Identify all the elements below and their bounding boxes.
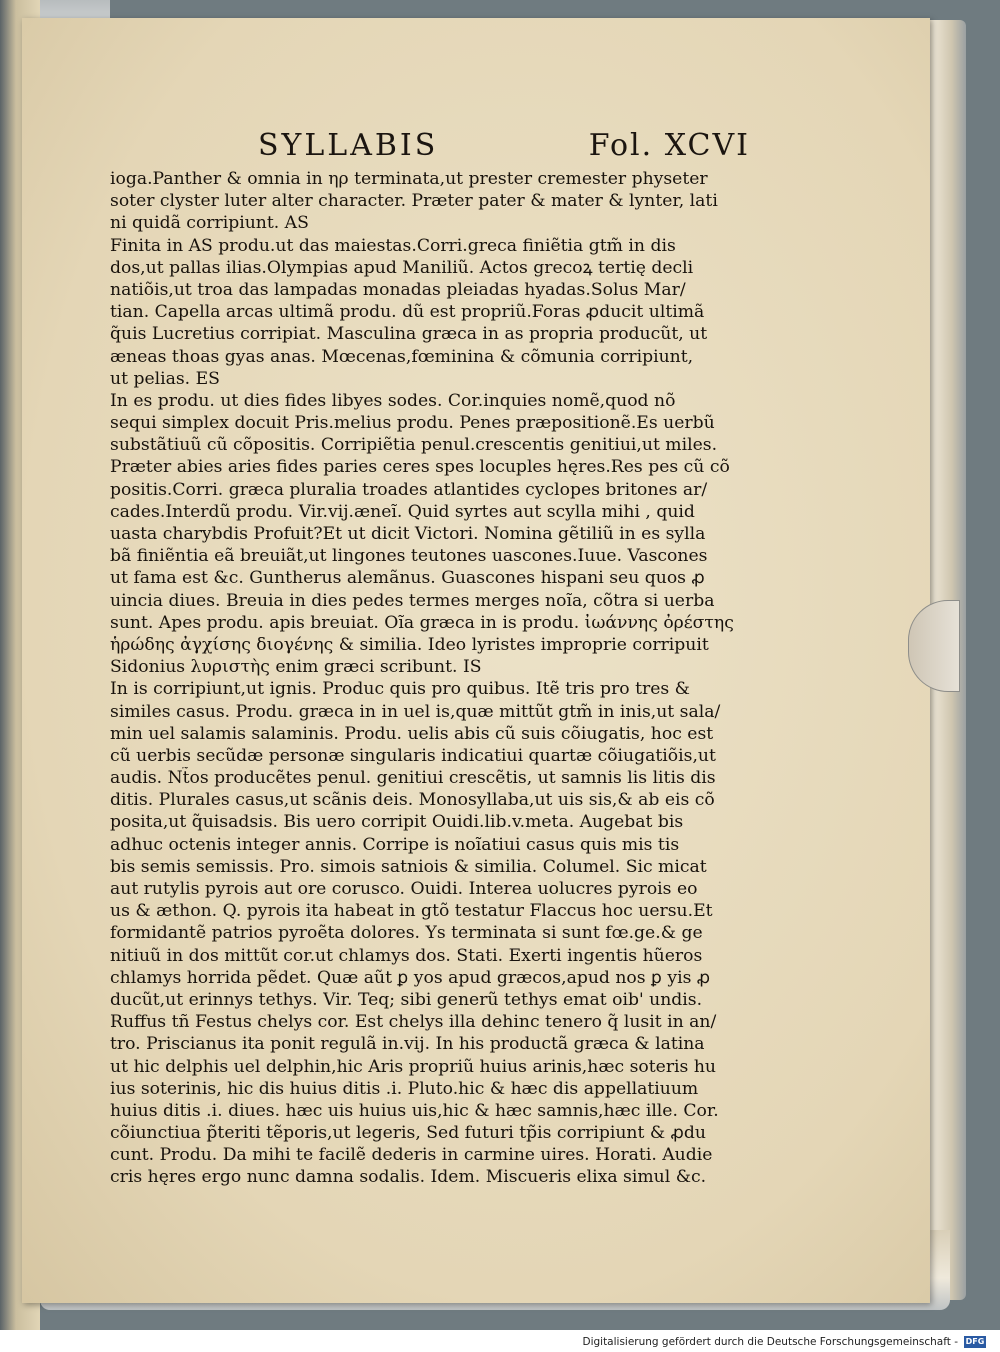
text-line: nitiuũ in dos mittũt cor.ut chlamys dos. Stati. Exerti ingentis hũeros	[110, 945, 703, 966]
page-header	[258, 128, 750, 168]
text-line: In is corripiunt,ut ignis. Produc quis pro quibus. Itẽ tris pro tres &	[110, 679, 690, 700]
text-line: chlamys horrida pẽdet. Quæ aũt ꝑ yos apud græcos,apud nos ꝑ yis ꝓ	[110, 967, 711, 988]
credit-text: Digitalisierung gefördert durch die Deutsche Forschungsgemeinschaft -	[582, 1336, 958, 1348]
text-line: Ruffus tñ Festus chelys cor. Est chelys illa dehinc tenero q̃ lusit in an/	[110, 1012, 717, 1033]
text-line: ditis. Plurales casus,ut scãnis deis. Monosyllaba,ut uis sis,& ab eis cõ	[110, 790, 715, 811]
text-line: cris hęres ergo nunc damna sodalis. Idem. Miscueris elixa simul &c.	[110, 1167, 707, 1188]
text-line: Præter abies aries fides paries ceres spes locuples hęres.Res pes cũ cõ	[110, 457, 730, 478]
text-line: cunt. Produ. Da mihi te facilẽ dederis in carmine uires. Horati. Audie	[110, 1145, 713, 1166]
text-line: posita,ut q̃uisadsis. Bis uero corripit Ouidi.lib.v.meta. Augebat bis	[110, 812, 684, 833]
dfg-logo: DFG	[965, 1337, 985, 1346]
text-line: Sidonius λυριστὴς enim græci scribunt. IS	[110, 657, 482, 678]
text-line: uasta charybdis Profuit?Et ut dicit Victori. Nomina gẽtiliũ in es sylla	[110, 524, 706, 544]
text-line: ducũt,ut erinnys tethys. Vir. Teq; sibi generũ tethys emat oib' undis.	[110, 989, 703, 1010]
running-title: SYLLABIS	[258, 128, 439, 163]
text-line: ut hic delphis uel delphin,hic Aris propriũ huius arinis,hæc soteris hu	[110, 1056, 716, 1077]
text-line: sunt. Apes produ. apis breuiat. Oĩa græca in is produ. ἰωάννης ὀρέστης	[110, 612, 734, 633]
text-line: tian. Capella arcas ultimã produ. dũ est propriũ.Foras ꝓducit ultimã	[110, 302, 705, 323]
text-line: bã finiẽntia eã breuiãt,ut lingones teutones uascones.Iuue. Vascones	[110, 546, 708, 567]
text-line: ut fama est &c. Guntherus alemãnus. Guascones hispani seu quos ꝓ	[110, 568, 705, 589]
text-line: us & æthon. Q. pyrois ita habeat in gtõ testatur Flaccus hoc uersu.Et	[110, 901, 713, 922]
text-line: aut rutylis pyrois aut ore corusco. Ouidi. Interea uolucres pyrois eo	[110, 879, 698, 899]
text-line: substãtiuũ cũ cõpositis. Corripiẽtia penul.crescentis genitiui,ut miles.	[110, 435, 718, 456]
text-line: formidantẽ patrios pyroẽta dolores. Ys terminata si sunt fœ.ge.& ge	[110, 923, 703, 944]
text-line: sequi simplex docuit Pris.melius produ. Penes præpositionẽ.Es uerbũ	[110, 413, 715, 434]
text-line: natiõis,ut troa das lampadas monadas pleiadas hyadas.Solus Mar/	[110, 279, 686, 300]
digitization-credit	[582, 1334, 986, 1350]
text-line: q̃uis Lucretius corripiat. Masculina græca in as propria producũt, ut	[110, 324, 708, 345]
text-line: ut pelias. ES	[110, 368, 220, 389]
text-line: positis.Corri. græca pluralia troades atlantides cyclopes britones ar/	[110, 479, 708, 500]
text-line: ἡρώδης ἀγχίσης διογένης & similia. Ideo lyristes improprie corripuit	[110, 634, 709, 655]
text-line: ius soterinis, hic dis huius ditis .i. Pluto.hic & hæc dis appellatiuum	[110, 1078, 699, 1099]
text-line: soter clyster luter alter character. Præter pater & mater & lynter, lati	[110, 191, 718, 212]
text-line: similes casus. Produ. græca in in uel is,quæ mittũt gtm̃ in inis,ut sala/	[110, 701, 721, 722]
folio-number: Fol. XCVI	[588, 128, 750, 163]
text-line: huius ditis .i. diues. hæc uis huius uis,hic & hæc samnis,hæc ille. Cor.	[110, 1100, 719, 1121]
text-line: uincia diues. Breuia in dies pedes termes merges noĩa, cõtra si uerba	[110, 590, 715, 611]
text-line: cũ uerbis secũdæ personæ singularis indicatiui quartæ cõiugatiõis,ut	[110, 745, 716, 766]
text-line: tro. Priscianus ita ponit regulã in.vij. In his productã græca & latina	[110, 1034, 705, 1055]
text-line: In es produ. ut dies fides libyes sodes. Cor.inquies nomẽ,quod nõ	[110, 390, 676, 411]
text-line: bis semis semissis. Pro. simois satniois & similia. Columel. Sic micat	[110, 856, 707, 877]
text-line: min uel salamis salaminis. Produ. uelis abis cũ suis cõiugatis, hoc est	[110, 723, 714, 744]
text-line: æneas thoas gyas anas. Mœcenas,fœminina & cõmunia corripiunt,	[110, 346, 694, 367]
text-line: adhuc octenis integer annis. Corripe is noĩatiui casus quis mis tis	[110, 834, 680, 855]
text-line: cades.Interdũ produ. Vir.vij.æneĩ. Quid syrtes aut scylla mihi , quid	[110, 501, 695, 522]
text-line: ni quidã corripiunt. AS	[110, 213, 309, 234]
text-line: audis. Nt̃os producẽtes penul. genitiui crescẽtis, ut samnis lis litis dis	[110, 768, 716, 789]
text-line: Finita in AS produ.ut das maiestas.Corri.greca finiẽtia gtm̃ in dis	[110, 235, 676, 256]
text-line: ioga.Panther & omnia in ηρ terminata,ut prester cremester physeter	[110, 169, 708, 189]
text-block	[110, 168, 758, 1189]
text-line: dos,ut pallas ilias.Olympias apud Maniliũ. Actos grecoꝝ tertię decli	[110, 257, 694, 278]
text-line: cõiunctiua p̃teriti tẽporis,ut legeris, Sed futuri tp̃is corripiunt & ꝓdu	[110, 1123, 706, 1144]
